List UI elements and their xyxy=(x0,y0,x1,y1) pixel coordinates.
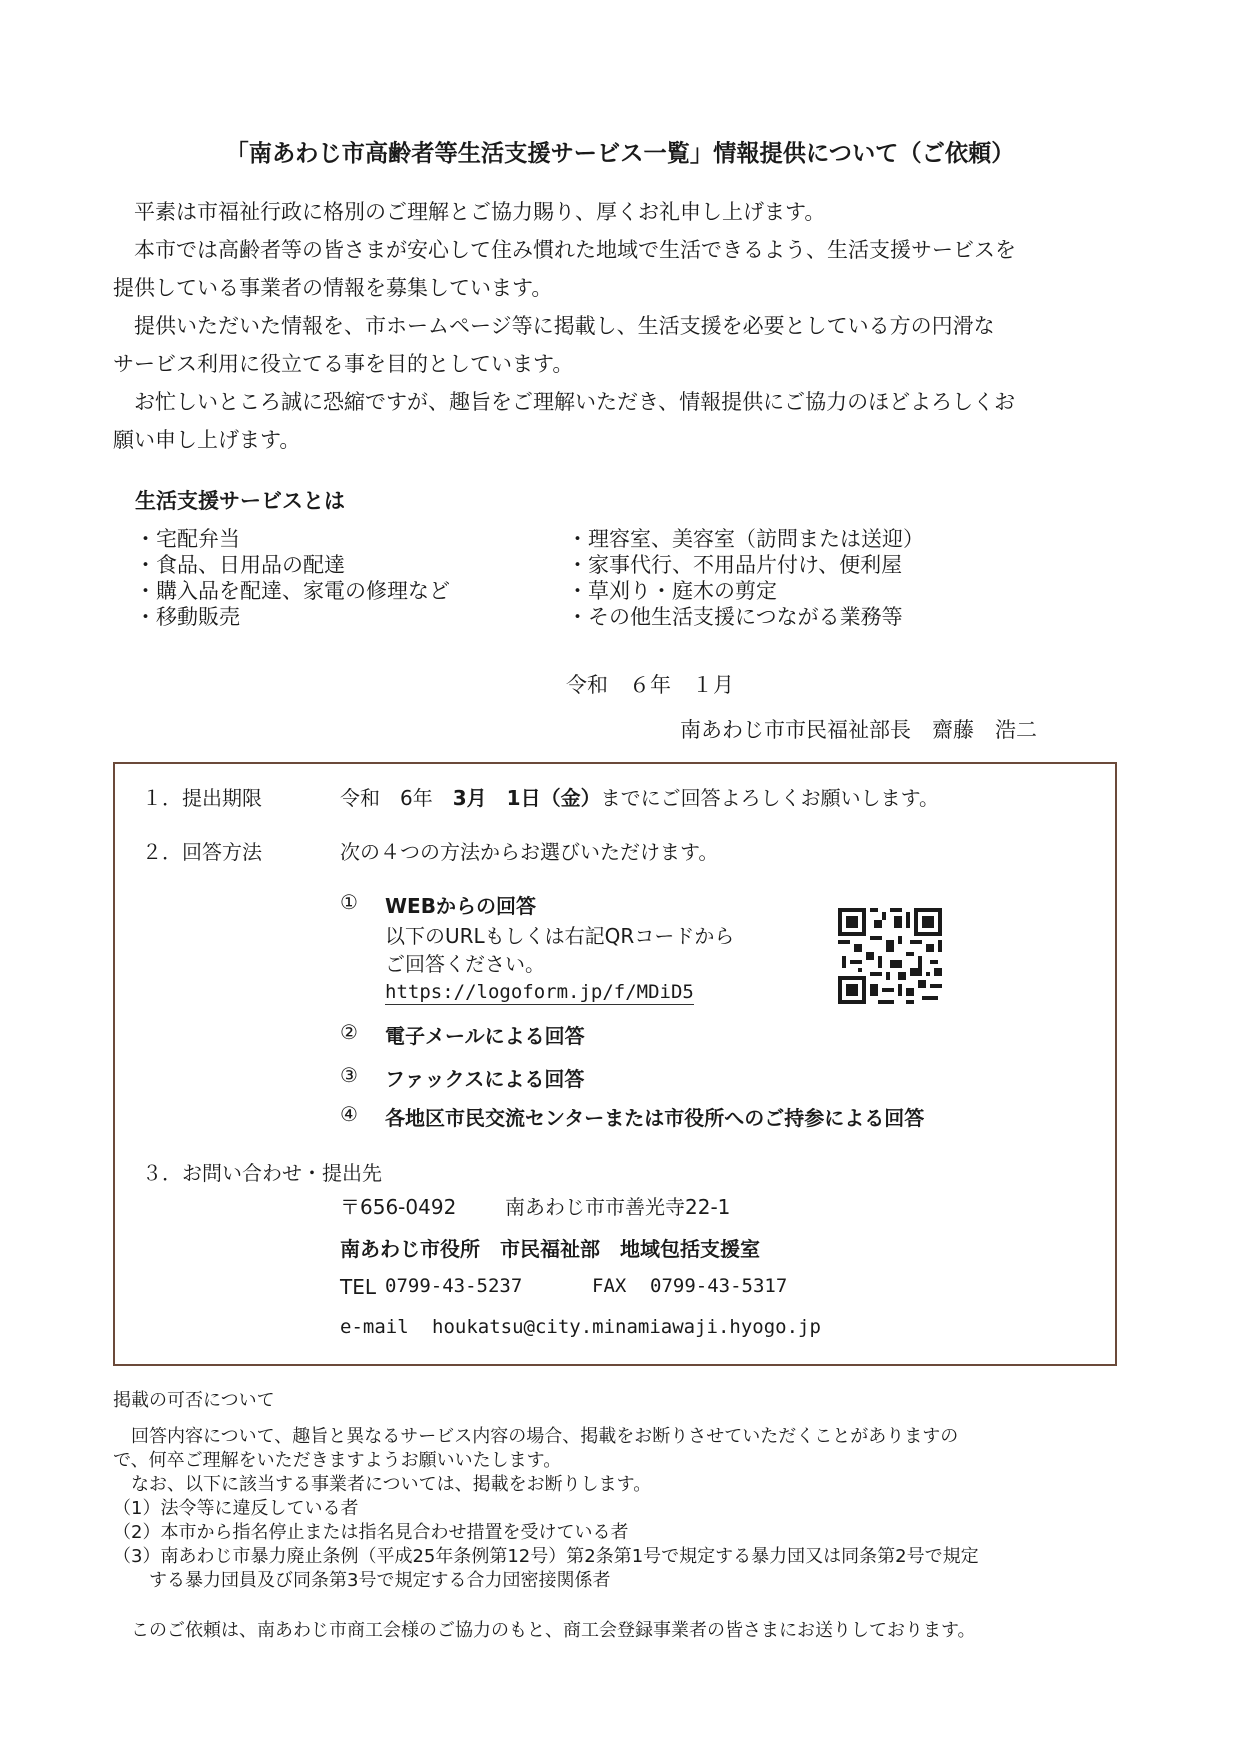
deadline-label: １．提出期限 xyxy=(142,786,262,810)
intro-line: 願い申し上げます。 xyxy=(113,428,301,452)
service-item: ・理容室、美容室（訪問または送迎） xyxy=(567,527,924,551)
intro-line: 提供している事業者の情報を募集しています。 xyxy=(113,276,553,300)
web-form-link[interactable]: https://logoform.jp/f/MDiD5 xyxy=(385,981,694,1003)
option-fax-title: ファックスによる回答 xyxy=(385,1067,585,1091)
email-label: e-mail xyxy=(340,1316,409,1338)
intro-line: 提供いただいた情報を、市ホームページ等に掲載し、生活支援を必要としている方の円滑な xyxy=(113,314,995,338)
notes-line: （2）本市から指名停止または指名見合わせ措置を受けている者 xyxy=(113,1522,629,1543)
notes-line: で、何卒ご理解をいただきますようお願いいたします。 xyxy=(113,1450,562,1471)
option-number: ③ xyxy=(340,1063,358,1087)
service-item: ・宅配弁当 xyxy=(135,527,240,551)
deadline-text xyxy=(340,782,939,811)
postal-code: 〒656-0492 xyxy=(340,1195,457,1219)
services-heading: 生活支援サービスとは xyxy=(135,489,345,513)
address: 南あわじ市市善光寺22-1 xyxy=(505,1195,731,1219)
sender: 南あわじ市市民福祉部長 齋藤 浩二 xyxy=(680,718,1037,742)
option-visit-title: 各地区市民交流センターまたは市役所へのご持参による回答 xyxy=(385,1106,925,1130)
notes-heading: 掲載の可否について xyxy=(113,1390,275,1411)
deadline-post: までにご回答よろしくお願いします。 xyxy=(600,786,939,810)
notes-line: 回答内容について、趣旨と異なるサービス内容の場合、掲載をお断りさせていただくことがありますの xyxy=(113,1426,959,1447)
email-address[interactable]: houkatsu@city.minamiawaji.hyogo.jp xyxy=(432,1316,821,1338)
notes-line: （1）法令等に違反している者 xyxy=(113,1498,359,1519)
qr-code-icon xyxy=(838,908,942,1004)
method-text: 次の４つの方法からお選びいただけます。 xyxy=(340,840,719,864)
service-item: ・移動販売 xyxy=(135,605,240,629)
notes-line: なお、以下に該当する事業者については、掲載をお断りします。 xyxy=(113,1474,652,1495)
web-description: 以下のURLもしくは右記QRコードから xyxy=(385,924,735,948)
closing-note: このご依頼は、南あわじ市商工会様のご協力のもと、商工会登録事業者の皆さまにお送りしております。 xyxy=(113,1620,976,1641)
service-item: ・草刈り・庭木の剪定 xyxy=(567,579,777,603)
deadline-pre: 令和 6年 xyxy=(340,786,453,810)
option-web-title: WEBからの回答 xyxy=(385,894,536,918)
option-number: ① xyxy=(340,890,358,914)
deadline-date: 3月 1日（金） xyxy=(452,786,601,810)
service-item: ・購入品を配達、家電の修理など xyxy=(135,579,450,603)
option-number: ④ xyxy=(340,1102,358,1126)
service-item: ・食品、日用品の配達 xyxy=(135,553,345,577)
tel-number: 0799-43-5237 xyxy=(385,1275,523,1297)
intro-line: 平素は市福祉行政に格別のご理解とご協力賜り、厚くお礼申し上げます。 xyxy=(113,200,826,224)
method-label: ２．回答方法 xyxy=(142,840,262,864)
office-name: 南あわじ市役所 市民福祉部 地域包括支援室 xyxy=(340,1237,760,1261)
service-item: ・その他生活支援につながる業務等 xyxy=(567,605,903,629)
fax-number: 0799-43-5317 xyxy=(650,1275,788,1297)
notes-line: する暴力団員及び同条第3号で規定する合力団密接関係者 xyxy=(113,1570,611,1591)
intro-line: 本市では高齢者等の皆さまが安心して住み慣れた地域で生活できるよう、生活支援サービスを xyxy=(113,238,1016,262)
intro-line: お忙しいところ誠に恐縮ですが、趣旨をご理解いただき、情報提供にご協力のほどよろしくお xyxy=(113,390,1016,414)
option-number: ② xyxy=(340,1020,358,1044)
page-title: 「南あわじ市高齢者等生活支援サービス一覧」情報提供について（ご依頼） xyxy=(225,140,1015,167)
intro-line: サービス利用に役立てる事を目的としています。 xyxy=(113,352,574,376)
fax-label: FAX xyxy=(592,1275,627,1297)
web-description: ご回答ください。 xyxy=(385,952,545,976)
contact-label: ３．お問い合わせ・提出先 xyxy=(142,1161,382,1185)
notes-line: （3）南あわじ市暴力廃止条例（平成25年条例第12号）第2条第1号で規定する暴力団又は同条第2号で規定 xyxy=(113,1546,979,1567)
service-item: ・家事代行、不用品片付け、便利屋 xyxy=(567,553,903,577)
tel-label: TEL xyxy=(340,1275,376,1299)
issue-date: 令和 ６年 １月 xyxy=(566,673,734,697)
option-email-title: 電子メールによる回答 xyxy=(385,1024,585,1048)
